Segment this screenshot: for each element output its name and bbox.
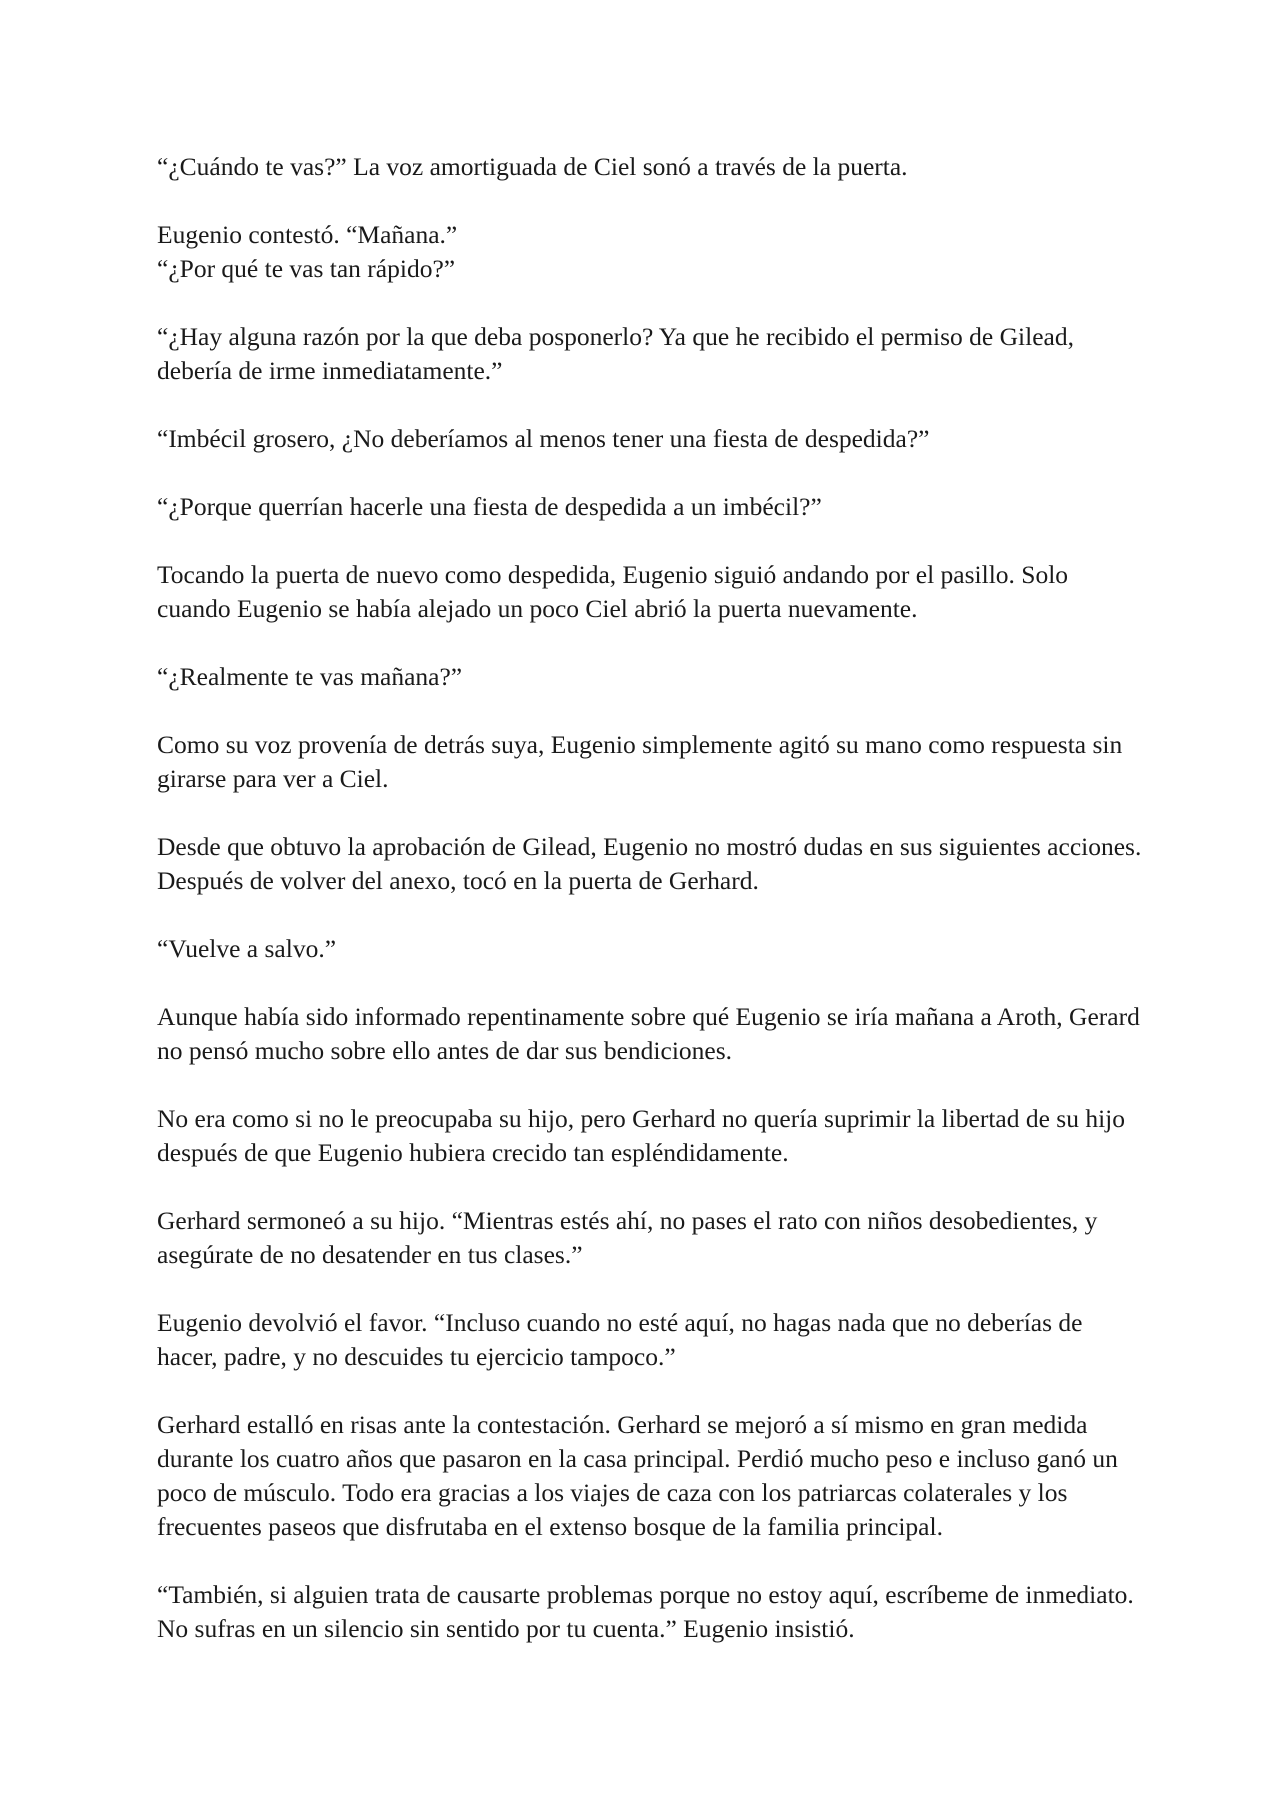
paragraph: Gerhard estalló en risas ante la contestación. Gerhard se mejoró a sí mismo en gran medida durante los cuatro años que pasaron en la casa principal. Perdió mucho peso e incluso ganó un poco de músculo. Todo era gracias a los viajes de caza con los patriarcas colaterales y los frecuentes paseos que disfrutaba en el extenso bosque de la familia principal. (157, 1410, 1118, 1541)
paragraph: “También, si alguien trata de causarte problemas porque no estoy aquí, escríbeme de inmediato. No sufras en un silencio sin sentido por tu cuenta.” Eugenio insistió. (157, 1580, 1134, 1643)
document-body (157, 150, 1142, 1680)
paragraph: Gerhard sermoneó a su hijo. “Mientras estés ahí, no pases el rato con niños desobedientes, y asegúrate de no desatender en tus clases.” (157, 1206, 1098, 1269)
paragraph: “¿Cuándo te vas?” La voz amortiguada de Ciel sonó a través de la puerta. (157, 152, 908, 181)
paragraph: “¿Realmente te vas mañana?” (157, 662, 463, 691)
paragraph: “Imbécil grosero, ¿No deberíamos al menos tener una fiesta de despedida?” (157, 424, 930, 453)
paragraph: Tocando la puerta de nuevo como despedida, Eugenio siguió andando por el pasillo. Solo cuando Eugenio se había alejado un poco Ciel abrió la puerta nuevamente. (157, 560, 1069, 623)
paragraph: Eugenio contestó. “Mañana.” (157, 220, 458, 249)
paragraph: “Vuelve a salvo.” (157, 934, 337, 963)
paragraph: Como su voz provenía de detrás suya, Eugenio simplemente agitó su mano como respuesta sin girarse para ver a Ciel. (157, 730, 1123, 793)
paragraph: Eugenio devolvió el favor. “Incluso cuando no esté aquí, no hagas nada que no deberías de hacer, padre, y no descuides tu ejercicio tampoco.” (157, 1308, 1083, 1371)
paragraph: Desde que obtuvo la aprobación de Gilead, Eugenio no mostró dudas en sus siguientes acciones. Después de volver del anexo, tocó en la puerta de Gerhard. (157, 832, 1142, 895)
paragraph: “¿Porque querrían hacerle una fiesta de despedida a un imbécil?” (157, 492, 822, 521)
paragraph: Aunque había sido informado repentinamente sobre qué Eugenio se iría mañana a Aroth, Gerard no pensó mucho sobre ello antes de dar sus bendiciones. (157, 1002, 1140, 1065)
paragraph: “¿Por qué te vas tan rápido?” (157, 254, 456, 283)
paragraph: No era como si no le preocupaba su hijo, pero Gerhard no quería suprimir la libertad de su hijo después de que Eugenio hubiera crecido tan espléndidamente. (157, 1104, 1126, 1167)
paragraph: “¿Hay alguna razón por la que deba posponerlo? Ya que he recibido el permiso de Gilead, debería de irme inmediatamente.” (157, 322, 1074, 385)
